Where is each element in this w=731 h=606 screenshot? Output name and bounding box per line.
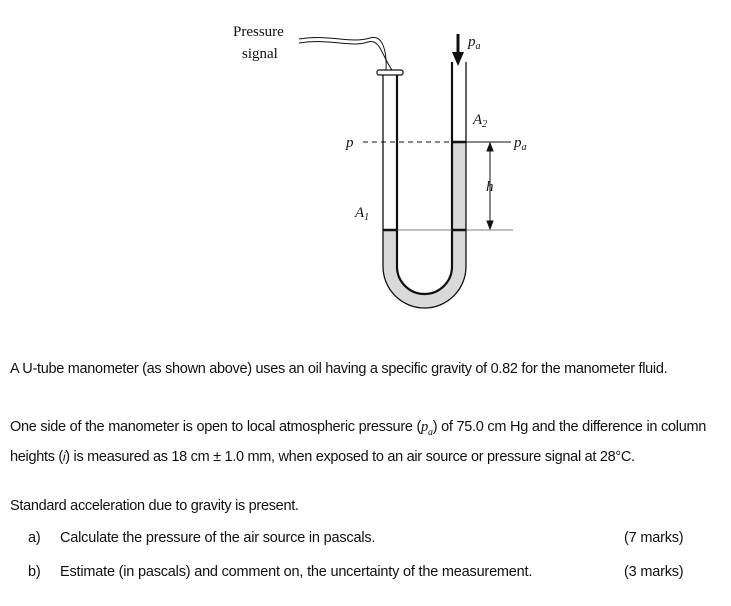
atmospheric-arrow-icon [452,34,464,66]
signal-hose [299,37,392,70]
pa-right-label: $p_a$ [514,135,527,153]
h-label: h [486,179,494,195]
paragraph-1: A U-tube manometer (as shown above) uses an oil having a specific gravity of 0.82 for the manometer fluid. [10,361,668,377]
a1-label: $A_1$ [355,205,370,223]
a2-label: $A_2$ [473,112,488,130]
paragraph-3: Standard acceleration due to gravity is present. [10,498,299,514]
p-label: p [346,135,354,151]
paragraph-2: One side of the manometer is open to local atmospheric pressure $(p_a)$ of 75.0 cm Hg and the difference in column heights (i) is measured as 18 cm ± 1.0 mm, when exposed to an air source or pressure signal at 28°C. [10,419,707,465]
manometer-fluid [383,142,466,308]
question-marks: (7 marks) [624,530,684,546]
pa-top-label: $p_a$ [468,34,481,52]
question-marks: (3 marks) [624,564,684,580]
question-text: Calculate the pressure of the air source in pascals. [60,530,376,546]
pressure-signal-label: Pressure [233,24,284,40]
question-text: Estimate (in pascals) and comment on, the uncertainty of the measurement. [60,564,533,580]
pressure-signal-label-2: signal [242,46,278,62]
question-label: a) [28,530,41,546]
tube-connector [377,70,403,75]
question-label: b) [28,564,41,580]
